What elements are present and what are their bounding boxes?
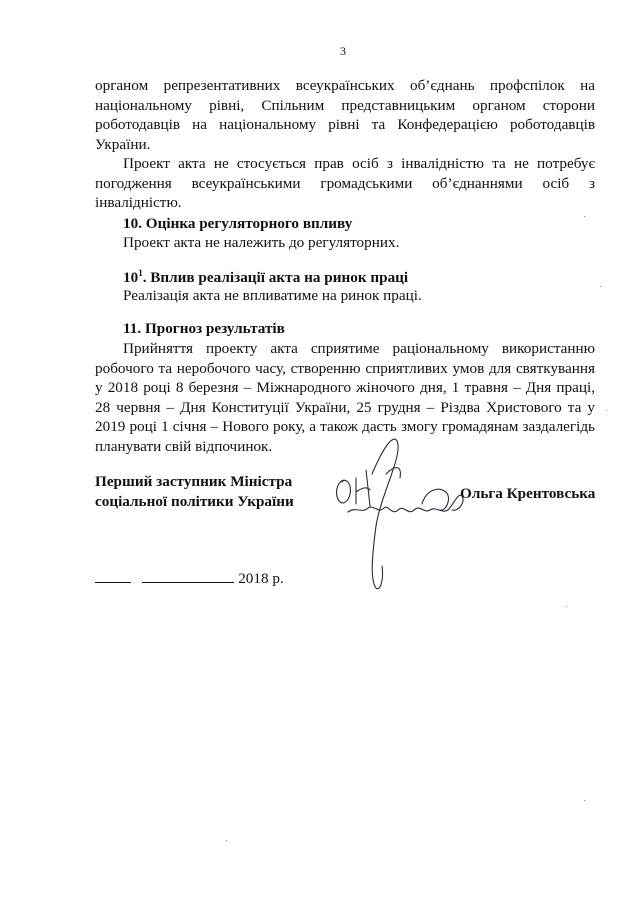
signatory-position <box>95 472 294 512</box>
section-10-1-title: . Вплив реалізації акта на ринок праці <box>142 269 409 287</box>
paragraph-2: Проект акта не стосується прав осіб з інвалідністю та не потребує погодження всеукраїнськими громадськими об’єднаннями осіб з інвалідністю. <box>95 155 595 211</box>
section-11-text: Прийняття проекту акта сприятиме раціональному використанню робочого та неробочого часу, створенню сприятливих умов для святкування у 2018 році 8 березня – Міжнародного жіночого дня, 1 травня – Дня праці, 28 червня – Дня Конституції України, 25 грудня – Різдва Христового та у 2019 році 1 січня – Нового року, а також дасть змогу громадянам заздалегідь планувати свій відпочинок. <box>95 340 595 455</box>
section-10-heading: 10. Оцінка регуляторного впливу <box>123 215 353 232</box>
signatory-position-line-1: Перший заступник Міністра <box>95 473 293 490</box>
handwritten-signature <box>326 430 476 600</box>
scan-speck <box>566 606 567 607</box>
signatory-name: Ольга Крентовська <box>460 485 596 502</box>
paragraph-1: органом репрезентативних всеукраїнських об’єднань профспілок на національному рівні, Спільним представницьким органом сторони роботодавців на національному рівні та Конфедерацією роботодавців України. <box>95 77 595 153</box>
day-blank <box>95 568 131 583</box>
page-number: 3 <box>340 44 346 58</box>
month-blank <box>142 568 234 583</box>
scan-speck <box>600 286 601 287</box>
signatory-position-line-2: соціальної політики України <box>95 493 294 510</box>
section-10-text: Проект акта не належить до регуляторних. <box>123 234 400 251</box>
section-11-heading: 11. Прогноз результатів <box>123 320 285 337</box>
section-10-1-heading <box>123 268 408 287</box>
scan-speck <box>606 410 607 411</box>
scan-speck <box>584 800 585 801</box>
scan-speck <box>584 216 585 217</box>
section-10-1-text: Реалізація акта не впливатиме на ринок праці. <box>123 287 422 304</box>
paragraph-consultation <box>95 76 595 213</box>
section-10-1-superscript: 1 <box>138 268 143 278</box>
signing-date <box>95 568 284 588</box>
date-year: 2018 р. <box>238 570 284 587</box>
scan-speck <box>226 840 227 841</box>
section-10-1-number: 10 <box>123 269 139 287</box>
